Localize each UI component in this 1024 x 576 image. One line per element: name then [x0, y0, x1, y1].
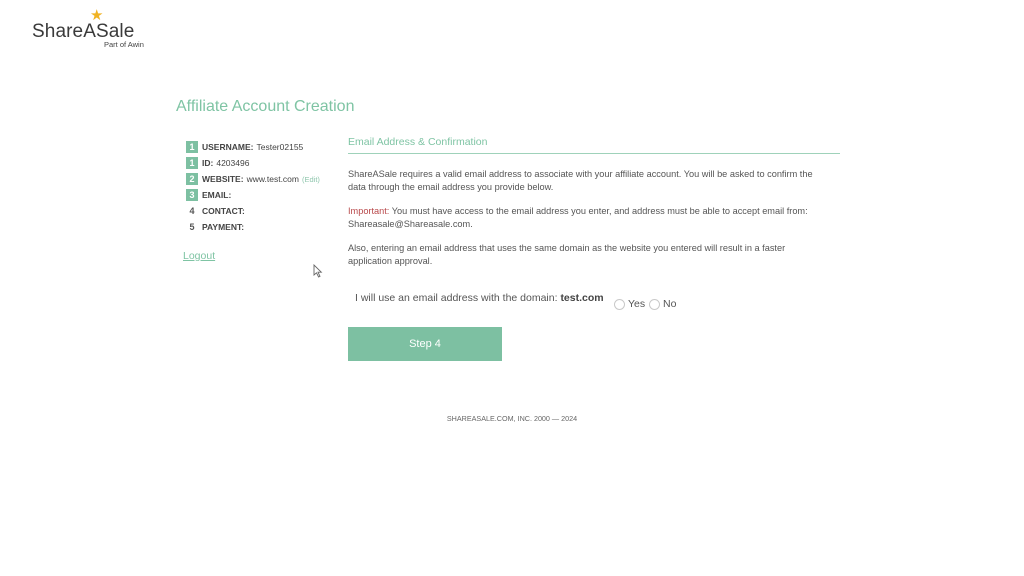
step-id	[186, 155, 320, 171]
step-label: ID:	[202, 158, 214, 168]
shareasale-logo	[32, 9, 152, 49]
step-number: 1	[186, 157, 198, 169]
step-website	[186, 171, 320, 187]
star-icon: ★	[90, 7, 104, 24]
step-label: CONTACT:	[202, 206, 245, 216]
page-title: Affiliate Account Creation	[176, 98, 355, 115]
step-number: 3	[186, 189, 198, 201]
yes-label: Yes	[628, 298, 646, 310]
step-number: 4	[189, 206, 195, 216]
logout-link[interactable]: Logout	[183, 250, 216, 262]
step-contact	[186, 203, 320, 219]
step-payment	[186, 219, 320, 235]
domain-note-paragraph: Also, entering an email address that uses the same domain as the website you entered will result in a faster application approval.	[348, 243, 786, 266]
footer-copyright: SHAREASALE.COM, INC. 2000 — 2024	[446, 414, 578, 423]
no-radio[interactable]	[649, 299, 660, 310]
yes-radio-option[interactable]	[614, 298, 645, 310]
logo-text: ShareASale	[32, 21, 135, 42]
no-radio-option[interactable]	[649, 298, 676, 310]
domain-question	[355, 292, 604, 304]
mouse-cursor-icon	[313, 264, 323, 278]
domain-value: test.com	[560, 292, 604, 304]
step-email	[186, 187, 320, 203]
step-number: 2	[186, 173, 198, 185]
step-4-button[interactable]: Step 4	[348, 327, 502, 361]
progress-steps	[186, 139, 320, 235]
logo-tagline: Part of Awin	[104, 40, 144, 49]
step-label: PAYMENT:	[202, 222, 245, 232]
intro-paragraph: ShareASale requires a valid email address to associate with your affiliate account. You will be asked to confirm the data through the email address you provide below.	[348, 169, 813, 192]
edit-website-link[interactable]: (Edit)	[302, 174, 320, 184]
step-label: USERNAME:	[202, 142, 254, 152]
step-label: EMAIL:	[202, 190, 232, 200]
step-number: 1	[186, 141, 198, 153]
step-number: 5	[189, 222, 195, 232]
step-label: WEBSITE:	[202, 174, 244, 184]
step-value: Tester02155	[256, 142, 304, 152]
section-title: Email Address & Confirmation	[348, 136, 488, 148]
important-label: Important:	[348, 206, 390, 216]
no-label: No	[663, 298, 677, 310]
step-value: www.test.com	[246, 174, 299, 184]
important-text: You must have access to the email address you enter, and address must be able to accept email from: Shareasale@Shareasale.com.	[348, 206, 808, 229]
section-divider	[348, 153, 840, 154]
yes-radio[interactable]	[614, 299, 625, 310]
step-username	[186, 139, 320, 155]
important-paragraph	[348, 205, 818, 230]
step-value: 4203496	[216, 158, 250, 168]
domain-question-text: I will use an email address with the domain:	[355, 292, 558, 304]
